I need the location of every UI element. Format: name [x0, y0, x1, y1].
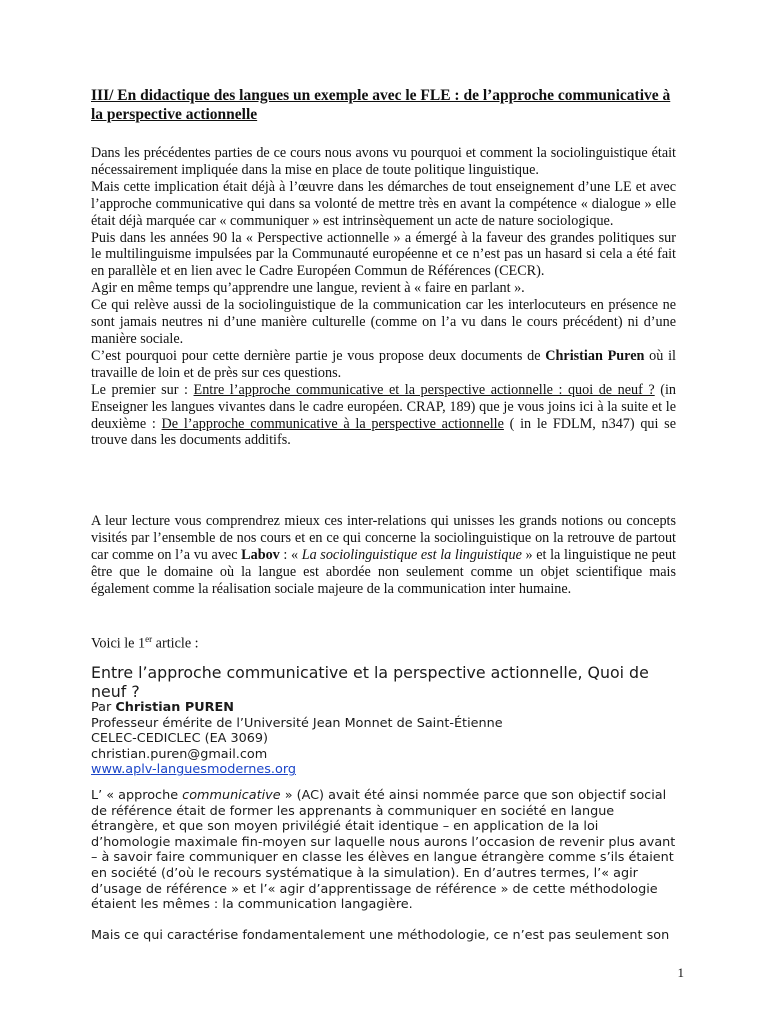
paragraph	[91, 788, 676, 913]
paragraph: Ce qui relève aussi de la sociolinguistique de la communication car les interlocuteurs en présence ne sont jamais neutres ni d’une manière culturelle (comme on l’a vu dans le cours précédent) ni d’une manière sociale.	[91, 297, 676, 347]
paragraph: Mais cette implication était déjà à l’œuvre dans les démarches de tout enseignement d’une LE et avec l’approche communicative qui dans sa volonté de mettre très en avant la compétence « dialogue » elle était déjà marquée car « communiquer » est intrinsèquement un acte de nature sociologique.	[91, 178, 676, 229]
paragraph	[91, 631, 676, 653]
labov-quote: La sociolinguistique est la linguistique	[301, 546, 522, 563]
text-run: » et la linguistique ne peut être que le domaine où la langue est abordée non seulement comme un objet scientifique mais également comme la réalisation sociale majeure de la communication inter humaine.	[91, 546, 677, 597]
text-run: » (AC) avait été ainsi nommée parce que son objectif social de référence était de former les apprenants à communiquer en société en langue étrangère, et que son moyen privilégié était identique – en application de la loi d’homologie maximale fin-moyen sur laquelle nous aurons l’occasion de revenir plus avant – à savoir faire communiquer en classe les élèves en langue étrangère comme s’ils étaient en société (d’où le recours systématique à la simulation). En d’autres termes, l’« agir d’usage de référence » et l’« agir d’apprentissage de référence » de cette méthodologie étaient les mêmes : la communication langagière.	[91, 788, 676, 913]
text-run: (in Enseigner les langues vivantes dans le cadre européen. CRAP, 189) que je vous joins ici à la suite et le deuxième :	[91, 381, 677, 432]
paragraph: Mais ce qui caractérise fondamentalement une méthodologie, ce n’est pas seulement son	[91, 928, 670, 944]
paragraph: Dans les précédentes parties de ce cours nous avons vu pourquoi et comment la sociolinguistique était nécessairement impliquée dans la mise en place de toute politique linguistique.	[91, 145, 676, 178]
intro-body	[91, 145, 676, 449]
article-intro-line	[91, 631, 676, 653]
second-document-title: De l’approche communicative à la perspective actionnelle	[161, 415, 504, 432]
text-run: A leur lecture vous comprendrez mieux ces inter-relations qui unisses les grands notions ou concepts visités par l’ensemble de nos cours et en ce qui concerne la sociolinguistique on la retrouve de partout car comme on l’a vu avec	[91, 513, 676, 563]
paragraph	[91, 348, 676, 382]
paragraph: Agir en même temps qu’apprendre une langue, revient à « faire en parlant ».	[91, 280, 525, 297]
text-run: où il travaille de loin et de près sur ces questions.	[91, 347, 676, 381]
text-run: : «	[279, 546, 302, 563]
author-line	[91, 700, 676, 716]
paragraph	[91, 513, 676, 598]
summary-body	[91, 513, 676, 598]
text-run: Le premier sur :	[91, 381, 194, 398]
section-title: III/ En didactique des langues un exemple avec le FLE : de l’approche communicative à la perspective actionnelle	[91, 87, 671, 123]
by-label: Par	[91, 700, 116, 715]
emphasis: communicative	[182, 788, 281, 803]
text-run: Voici le 1	[91, 635, 146, 652]
paragraph: Puis dans les années 90 la « Perspective actionnelle » a émergé à la faveur des grandes politiques sur le multilinguisme impulsées par la Communauté européenne et ce n’est pas un hasard si cela a été fait en parallèle et en lien avec le Cadre Européen Commun de Références (CECR).	[91, 229, 676, 280]
text-run: ( in le FDLM, n347) qui se trouve dans les documents additifs.	[91, 415, 676, 449]
article-meta	[91, 700, 676, 778]
author-email: christian.puren@gmail.com	[91, 746, 268, 762]
author-affiliation: Professeur émérite de l’Université Jean Monnet de Saint-Étienne	[91, 715, 503, 731]
article-author: Christian PUREN	[115, 700, 234, 715]
text-run: article :	[152, 635, 199, 652]
author-name: Christian Puren	[545, 347, 645, 364]
article-body	[91, 788, 676, 944]
text-run: L’ « approche	[91, 788, 183, 803]
text-run: C’est pourquoi pour cette dernière partie je vous propose deux documents de	[91, 347, 546, 364]
paragraph	[91, 382, 676, 450]
article-title: Entre l’approche communicative et la perspective actionnelle, Quoi de neuf ?	[91, 663, 649, 701]
author-lab: CELEC-CEDICLEC (EA 3069)	[91, 731, 269, 747]
ordinal-superscript: er	[145, 634, 153, 644]
website-link[interactable]: www.aplv-languesmodernes.org	[91, 762, 296, 778]
labov-name: Labov	[241, 546, 280, 563]
page-number: 1	[677, 965, 684, 980]
first-document-title: Entre l’approche communicative et la perspective actionnelle : quoi de neuf ?	[193, 381, 655, 398]
